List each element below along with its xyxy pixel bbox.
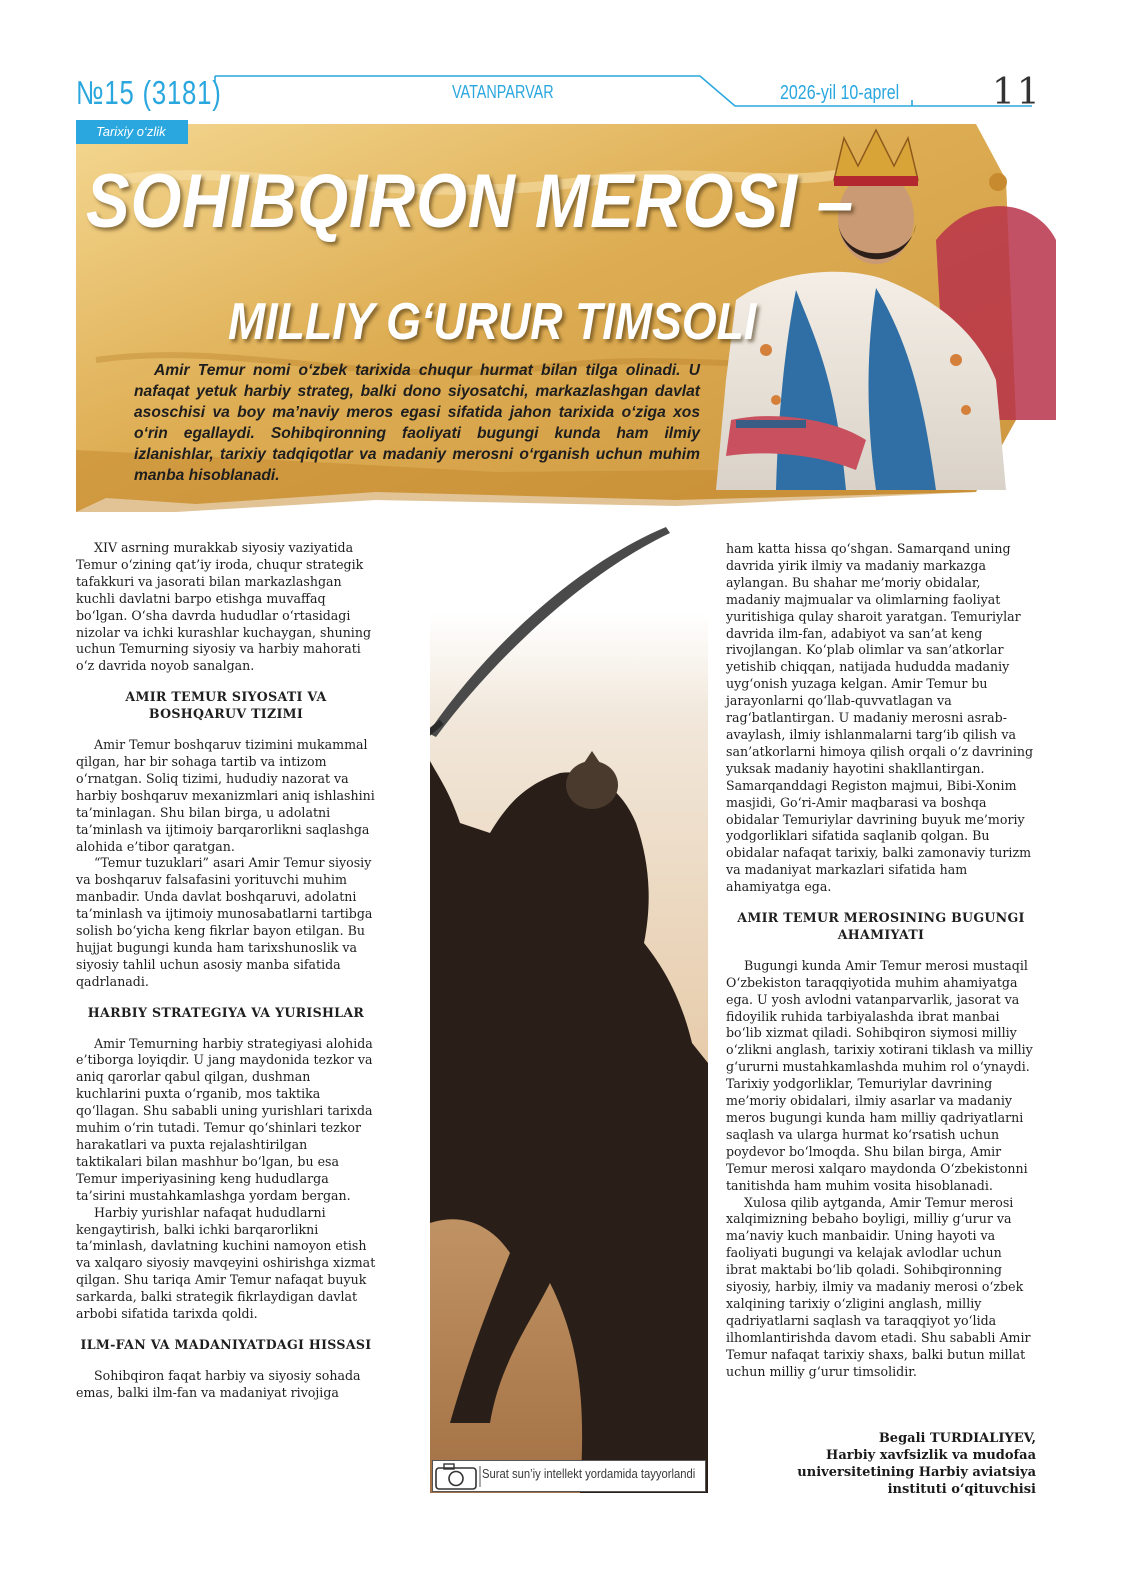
left-column <box>76 540 376 1402</box>
author-signature <box>760 1430 1036 1498</box>
headline-line-2: MILLIY G‘URUR TIMSOLI <box>228 293 757 351</box>
newspaper-name: VATANPARVAR <box>452 82 554 102</box>
author-title-3: instituti o‘qituvchisi <box>887 1482 1036 1497</box>
subheading-military: HARBIY STRATEGIYA VA YURISHLAR <box>87 1004 365 1020</box>
military-paragraph-2: Harbiy yurishlar nafaqat hududlarni kengaytirish, balki ichki barqarorlikni ta’minlash, davlatning kuchini namoyon etish va xalqaro siyosiy mavqeyini oshirishga xizmat qilgan. Shu tariqa Amir Temur nafaqat buyuk sarkarda, balki strategik fikrlaydigan davlat arbobi sifatida tarixda qoldi. <box>76 1204 376 1322</box>
author-name: Begali TURDIALIYEV, <box>878 1431 1036 1446</box>
lead-paragraph: Amir Temur nomi o‘zbek tarixida chuqur hurmat bilan tilga olinadi. U nafaqat yetuk harbiy strateg, balki dono siyosatchi, markazlashgan davlat asoschisi va boy ma’naviy meros egasi sifatida jahon tarixida o‘ziga xos o‘rin egallaydi. Sohibqironning faoliyati bugungi kunda ham ilmiy izlanishlar, tarixiy tadqiqotlar va madaniy merosni o‘rganish uchun muhim manba hisoblanadi. <box>134 362 700 484</box>
issue-date: 2026-yil 10-aprel <box>780 82 900 104</box>
right-column <box>726 541 1036 1381</box>
legacy-paragraph-1: Bugungi kunda Amir Temur merosi mustaqil O‘zbekiston taraqqiyotida muhim ahamiyatga ega. U yosh avlodni vatanparvarlik, jasorat va fidoyilik ruhida tarbiyalashda ibrat manbai bo‘lib xizmat qiladi. Sohibqiron siymosi milliy o‘zlikni anglash, tarixiy xotirani tiklash va milliy g‘ururni mustahkamlashda muhim rol o‘ynaydi. Tarixiy yodgorliklar, Temuriylar davrining me’moriy obidalari, ilmiy asarlar va madaniy meros bugungi kunda ham milliy qadriyatlarni saqlash va ularga hurmat ko‘rsatish uchun poydevor bo‘lmoqda. Shu bilan birga, Amir Temur merosi xalqaro maydonda O‘zbekistonni tanitishda ham muhim vosita hisoblanadi. <box>726 957 1033 1193</box>
culture-paragraph-continued: ham katta hissa qo‘shgan. Samarqand uning davrida yirik ilmiy va madaniy markazga aylangan. Bu shahar me’moriy obidalar, madaniy majmualar va olimlarning faoliyat yuritishiga qulay sharoit yaratgan. Temuriylar davrida ilm-fan, adabiyot va san’at keng rivojlangan. Ko‘plab olimlar va san’atkorlar yetishib chiqqan, natijada hududda madaniy uyg‘onish yuzaga kelgan. Amir Temur bu jarayonlarni qo‘llab-quvvatlagan va rag‘batlantirgan. U madaniy merosni asrab-avaylash, ilmiy ishlanmalarni targ‘ib qilish va san’atkorlarni himoya qilish orqali o‘z davrining yuksak madaniy hayotini shakllantirgan. Samarqanddagi Registon majmui, Bibi-Xonim masjidi, Go‘ri-Amir maqbarasi va boshqa obidalar Temuriylar davrining buyuk me’moriy yodgorliklari sifatida saqlanib qolgan. Bu obidalar nafaqat tarixiy, balki zamonaviy turizm va madaniyat markazlari sifatida ham ahamiyatga ega. <box>726 541 1034 895</box>
policy-paragraph-2: “Temur tuzuklari” asari Amir Temur siyosiy va boshqaruv falsafasini yorituvchi muhim manbadir. Unda davlat boshqaruvi, adolatni ta’minlash va ijtimoiy munosabatlarni tartibga solish bo‘yicha keng fikrlar bayon etilgan. Bu hujjat bugungi kunda ham tarixshunoslik va siyosiy tahlil uchun asosiy manba sifatida qadrlanadi. <box>76 855 373 989</box>
issue-number: №15 (3181) <box>76 74 222 111</box>
conclusion-paragraph: Xulosa qilib aytganda, Amir Temur merosi xalqimizning bebaho boyligi, milliy g‘urur va ma’naviy kuch manbaidir. Uning hayoti va faoliyati bugungi va kelajak avlodlar uchun ibrat maktabi bo‘lib qoladi. Sohibqironning siyosiy, harbiy, ilmiy va madaniy merosi o‘zbek xalqining tarixiy o‘zligini anglash, milliy qadriyatlarni saqlash va taraqqiyot yo‘lida ilhomlantirishda davom etadi. Shu sababli Amir Temur nafaqat tarixiy shaxs, balki butun millat uchun milliy g‘urur timsolidir. <box>726 1194 1031 1379</box>
subheading-culture: ILM-FAN VA MADANIYATDAGI HISSASI <box>80 1336 372 1352</box>
subheading-legacy: AMIR TEMUR MEROSINING BUGUNGI AHAMIYATI <box>737 910 1025 942</box>
page-number: 11 <box>992 72 1042 113</box>
warrior-photo <box>430 523 708 1493</box>
headline-line-1: SOHIBQIRON MEROSI – <box>86 159 855 244</box>
intro-paragraph: XIV asrning murakkab siyosiy vaziyatida Temur o‘zining qat’iy iroda, chuqur strategik tafakkuri va jasorati bilan markazlashgan kuchli davlatni barpo etishga muvaffaq bo‘lgan. O‘sha davrda hududlar o‘rtasidagi nizolar va ichki kurashlar kuchaygan, shuning uchun Temurning siyosiy va harbiy mahorati o‘z davrida noyob sanalgan. <box>76 540 372 674</box>
photo-caption: Surat sun’iy intellekt yordamida tayyorlandi <box>482 1467 696 1481</box>
author-title-2: universitetining Harbiy aviatsiya <box>797 1465 1036 1480</box>
subheading-policy: AMIR TEMUR SIYOSATI VA BOSHQARUV TIZIMI <box>125 689 327 722</box>
culture-paragraph-start: Sohibqiron faqat harbiy va siyosiy sohada emas, balki ilm-fan va madaniyat rivojiga <box>76 1367 361 1400</box>
author-title-1: Harbiy xavfsizlik va mudofaa <box>826 1448 1036 1463</box>
military-paragraph-1: Amir Temurning harbiy strategiyasi alohida e’tiborga loyiqdir. U jang maydonida tezkor va aniq qarorlar qabul qilgan, dushman kuchlarini puxta o‘rganib, mos taktika qo‘llagan. Shu sababli uning yurishlari tarixda muhim o‘rin tutadi. Temur qo‘shinlari tezkor harakatlari va puxta rejalashtirilgan taktikalari bilan mashhur bo‘lgan, bu esa Temur imperiyasining keng hududlarga ta’sirini mustahkamlashga yordam bergan. <box>76 1035 373 1203</box>
section-tag: Tarixiy o‘zlik <box>76 120 188 144</box>
policy-paragraph-1: Amir Temur boshqaruv tizimini mukammal qilgan, har bir sohaga tartib va intizom o‘rnatgan. Soliq tizimi, hududiy nazorat va harbiy boshqaruv mexanizmlari aniq ishlashini ta’minlagan. Shu bilan birga, u adolatni ta’minlash va ijtimoiy barqarorlikni saqlashga alohida e’tibor qaratgan. <box>76 737 375 854</box>
